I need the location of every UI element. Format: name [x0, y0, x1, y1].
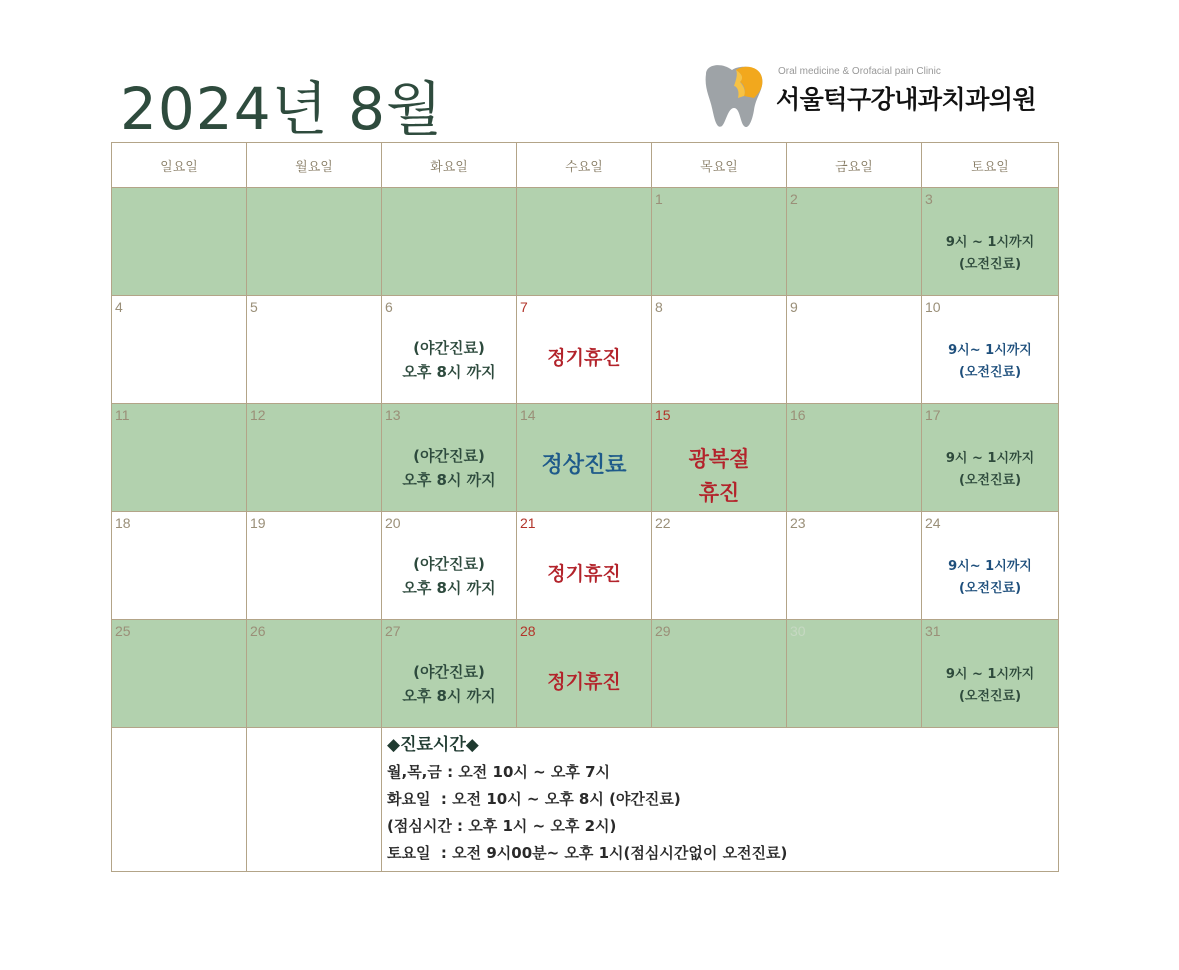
note-line: 9시 ~ 1시까지	[945, 451, 1035, 466]
day-cell	[112, 620, 247, 728]
day-number: 25	[115, 623, 131, 639]
closed-note: 정기휴진	[547, 671, 621, 693]
hours-line: 월,목,금 : 오전 10시 ~ 오후 7시	[387, 763, 611, 781]
day-number: 11	[115, 407, 130, 423]
night-clinic-note	[382, 552, 516, 600]
week-row-5	[112, 620, 1059, 728]
day-cell	[922, 620, 1059, 728]
empty-cell	[247, 728, 382, 872]
day-number: 28	[520, 623, 536, 639]
day-cell	[382, 188, 517, 296]
day-number: 2	[790, 191, 798, 207]
day-number: 5	[250, 299, 258, 315]
note-line: (오전진료)	[958, 473, 1022, 488]
day-cell	[922, 404, 1059, 512]
day-cell	[652, 512, 787, 620]
hours-line: 화요일 : 오전 10시 ~ 오후 8시 (야간진료)	[387, 790, 681, 808]
day-number: 15	[655, 407, 671, 423]
day-number: 3	[925, 191, 933, 207]
weekday-friday: 금요일	[787, 143, 922, 188]
day-number: 18	[115, 515, 131, 531]
day-number: 16	[790, 407, 806, 423]
calendar-table	[111, 142, 1059, 872]
week-row-4	[112, 512, 1059, 620]
day-cell	[652, 188, 787, 296]
clinic-hours-box	[382, 728, 1059, 872]
note-line: 오후 8시 까지	[402, 579, 496, 597]
normal-clinic-note: 정상진료	[541, 453, 627, 478]
day-cell	[112, 188, 247, 296]
day-cell	[247, 188, 382, 296]
day-number: 7	[520, 299, 528, 315]
note-line: 9시 ~ 1시까지	[945, 235, 1035, 250]
day-cell	[787, 404, 922, 512]
day-number: 23	[790, 515, 806, 531]
note-line: 9시~ 1시까지	[948, 343, 1032, 358]
day-number: 14	[520, 407, 536, 423]
note-line: (야간진료)	[413, 663, 485, 681]
note-line: 오후 8시 까지	[402, 687, 496, 705]
day-number: 22	[655, 515, 671, 531]
weekday-saturday: 토요일	[922, 143, 1059, 188]
day-cell	[517, 296, 652, 404]
day-cell	[517, 188, 652, 296]
day-number: 20	[385, 515, 401, 531]
note-line: (야간진료)	[413, 447, 485, 465]
note-line: 휴진	[698, 481, 740, 505]
note-line: (오전진료)	[958, 581, 1022, 596]
day-cell	[382, 620, 517, 728]
day-number: 12	[250, 407, 266, 423]
page-title: 2024년 8월	[120, 75, 443, 143]
week-row-2	[112, 296, 1059, 404]
day-cell	[922, 512, 1059, 620]
closed-note: 정기휴진	[547, 563, 621, 585]
day-number: 4	[115, 299, 123, 315]
day-cell	[787, 512, 922, 620]
day-number: 19	[250, 515, 266, 531]
day-cell	[247, 620, 382, 728]
week-row-1	[112, 188, 1059, 296]
day-cell	[517, 404, 652, 512]
saturday-hours-note	[922, 448, 1058, 492]
day-cell	[112, 404, 247, 512]
day-number: 10	[925, 299, 941, 315]
note-line: 9시 ~ 1시까지	[945, 667, 1035, 682]
note-line: (야간진료)	[413, 555, 485, 573]
empty-cell	[112, 728, 247, 872]
day-number: 8	[655, 299, 663, 315]
note-line: (오전진료)	[958, 689, 1022, 704]
closed-note: 정기휴진	[547, 347, 621, 369]
note-line: 광복절	[688, 447, 750, 471]
day-cell	[382, 296, 517, 404]
day-number: 26	[250, 623, 266, 639]
day-cell	[112, 512, 247, 620]
night-clinic-note	[382, 444, 516, 492]
day-cell	[247, 512, 382, 620]
weekday-sunday: 일요일	[112, 143, 247, 188]
clinic-name: 서울턱구강내과치과의원	[776, 85, 1037, 114]
day-cell	[382, 404, 517, 512]
clinic-subtitle: Oral medicine & Orofacial pain Clinic	[778, 66, 941, 77]
weekday-thursday: 목요일	[652, 143, 787, 188]
day-cell	[652, 404, 787, 512]
day-number: 9	[790, 299, 798, 315]
day-cell	[652, 296, 787, 404]
day-cell	[247, 404, 382, 512]
day-number: 24	[925, 515, 941, 531]
night-clinic-note	[382, 336, 516, 384]
clinic-hours-row	[112, 728, 1059, 872]
weekday-monday: 월요일	[247, 143, 382, 188]
holiday-note	[652, 442, 786, 510]
day-cell	[652, 620, 787, 728]
hours-line: (점심시간 : 오후 1시 ~ 오후 2시)	[387, 817, 617, 835]
saturday-hours-note	[922, 232, 1058, 276]
note-line: 오후 8시 까지	[402, 363, 496, 381]
day-number: 6	[385, 299, 393, 315]
note-line: (오전진료)	[958, 257, 1022, 272]
day-number: 27	[385, 623, 401, 639]
saturday-hours-note	[922, 664, 1058, 708]
day-cell	[382, 512, 517, 620]
hours-line: 토요일 : 오전 9시00분~ 오후 1시(점심시간없이 오전진료)	[387, 844, 788, 862]
note-line: 9시~ 1시까지	[948, 559, 1032, 574]
day-number: 1	[655, 191, 663, 207]
weekday-tuesday: 화요일	[382, 143, 517, 188]
note-line: (오전진료)	[958, 365, 1022, 380]
night-clinic-note	[382, 660, 516, 708]
day-number: 30	[790, 623, 806, 639]
saturday-hours-note	[922, 340, 1058, 384]
weekday-header-row	[112, 143, 1059, 188]
day-number: 21	[520, 515, 536, 531]
day-number: 31	[925, 623, 941, 639]
tooth-logo-icon	[700, 64, 770, 130]
day-number: 13	[385, 407, 401, 423]
day-number: 17	[925, 407, 941, 423]
day-cell	[112, 296, 247, 404]
note-line: (야간진료)	[413, 339, 485, 357]
week-row-3	[112, 404, 1059, 512]
day-cell	[787, 188, 922, 296]
day-cell	[787, 296, 922, 404]
weekday-wednesday: 수요일	[517, 143, 652, 188]
day-cell	[922, 188, 1059, 296]
day-cell	[517, 512, 652, 620]
clinic-hours-title: ◆진료시간◆	[387, 735, 479, 755]
saturday-hours-note	[922, 556, 1058, 600]
day-number: 29	[655, 623, 671, 639]
day-cell	[787, 620, 922, 728]
note-line: 오후 8시 까지	[402, 471, 496, 489]
day-cell	[517, 620, 652, 728]
day-cell	[247, 296, 382, 404]
clinic-logo	[700, 62, 1060, 132]
day-cell	[922, 296, 1059, 404]
